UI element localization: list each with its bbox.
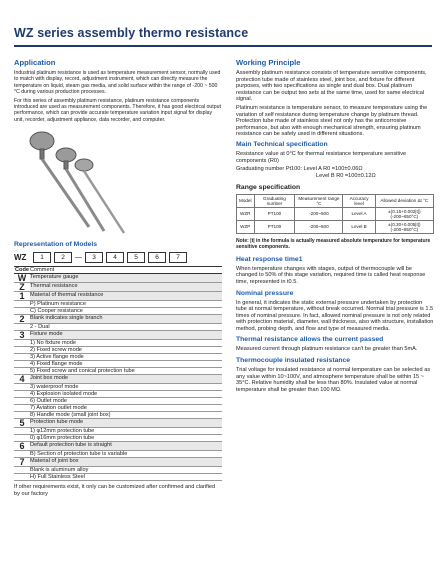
range-table-cell: WZR — [237, 207, 255, 220]
product-photo — [14, 127, 222, 237]
code-table-row — [14, 419, 222, 428]
range-table-header-cell: Model — [237, 194, 255, 207]
code-cell — [14, 354, 30, 360]
model-code-row — [14, 252, 222, 263]
code-table-row — [14, 412, 222, 419]
code-cell — [14, 428, 30, 434]
left-column — [14, 58, 222, 497]
range-table-row — [237, 220, 434, 233]
page-title: WZ series assembly thermo resistance — [14, 26, 249, 40]
comment-cell: 2 - Dual — [30, 324, 50, 331]
code-box-4: 4 — [106, 252, 124, 263]
code-table-row — [14, 384, 222, 391]
spec-paragraph: Resistance value at 0°C for thermal resistance temperature sensitive components (R0) — [236, 150, 407, 164]
comment-cell: 8) Handle mode (small joint box) — [30, 412, 111, 419]
customization-footnote: If other requirements exist, it only can be customized after confirmed and clarified by our factory — [14, 484, 216, 497]
range-table-row — [237, 207, 434, 220]
model-prefix: WZ — [14, 253, 27, 263]
joint-box-2 — [56, 148, 76, 162]
application-heading: Application — [14, 58, 56, 67]
response-paragraph: When temperature changes with stages, output of thermocouple will be changed to 50% of this stage variation, required time is called heat response time, represented in t0.5. — [236, 265, 426, 285]
comment-cell: P) Platinum resistance — [30, 301, 86, 308]
code-table-row — [14, 347, 222, 354]
code-cell — [14, 361, 30, 367]
range-table-header-cell: Allowed deviation Δt °C — [375, 194, 433, 207]
grad-level-b: Level B R0 =100±0.12Ω — [316, 172, 376, 179]
code-box-3: 3 — [85, 252, 103, 263]
comment-cell: 1) φ12mm protection tube — [30, 428, 95, 435]
insulated-heading: Thermocouple insulated resistance — [236, 357, 351, 365]
range-table-header-cell: Measurement range °C — [295, 194, 343, 207]
comment-cell: Fixture mode — [30, 331, 222, 339]
working-paragraph-2: Platinum resistance is temperature sensor, to measure temperature using the variation of self resistance during temperature change by platinum thread. Protection tube made of stainless steel not only has the anticorrosive performance, but also with enough mechanical strength, ensuring platinum resistance can be safely used in different situations. — [236, 104, 428, 138]
grad-level-a: Graduating number Pt100: Level A R0 =100±0.06Ω — [236, 166, 363, 173]
code-cell: 3 — [19, 330, 25, 341]
code-table-row — [14, 442, 222, 451]
comment-cell: Material of joint box — [30, 458, 222, 466]
response-heading: Heat response time1 — [236, 255, 303, 263]
comment-cell: 0) φ16mm protection tube — [30, 435, 95, 442]
spec-heading: Main Technical specification — [236, 140, 328, 148]
range-table-header-cell: Graduating number — [254, 194, 295, 207]
comment-cell: 4) Explosion isolated mode — [30, 391, 98, 398]
range-table-header-cell: Accuracy level — [343, 194, 375, 207]
code-table-row — [14, 292, 222, 301]
code-cell — [14, 398, 30, 404]
comment-cell: Blank is aluminum alloy — [30, 467, 89, 474]
code-cell — [14, 405, 30, 411]
code-cell — [14, 347, 30, 353]
code-table-row — [14, 274, 222, 283]
comment-cell: 6) Outlet mode — [30, 398, 67, 405]
code-table-row — [14, 331, 222, 340]
code-table-row — [14, 340, 222, 347]
code-cell — [14, 391, 30, 397]
range-table-cell: -200~500 — [295, 207, 343, 220]
code-table-row — [14, 315, 222, 324]
comment-cell: C) Cooper resistance — [30, 308, 83, 315]
comment-cell: Temperature gauge — [30, 274, 222, 282]
thermo-resistance-illustration — [14, 127, 222, 237]
sensor-probe-1 — [30, 132, 89, 227]
comment-cell: 7) Aviation outlet mode — [30, 405, 87, 412]
code-cell — [14, 301, 30, 307]
range-table-cell: PT100 — [254, 220, 295, 233]
comment-cell: 5) Fixed screw and conical protection tube — [30, 368, 135, 375]
code-box-1: 1 — [33, 252, 51, 263]
code-box-7: 7 — [169, 252, 187, 263]
comment-cell: Default protection tube is straight — [30, 442, 222, 450]
insulated-paragraph: Trial voltage for insulated resistance at normal temperature can be selected as any value within 10~100V, and atmosphere temperature shall be within 15 ~ 35°C. Relative humidity shall be less than 80%. Insulated value at normal temperature shall be greater than 100 MΩ. — [236, 367, 431, 393]
joint-box-3 — [75, 159, 93, 171]
code-cell: 1 — [19, 291, 25, 302]
code-cell: Z — [19, 282, 25, 293]
comment-cell: Material of thermal resistance — [30, 292, 222, 300]
code-table-row — [14, 368, 222, 375]
code-header: Code — [15, 267, 29, 274]
current-paragraph: Measured current through platinum resistance can't be greater than 5mA. — [236, 346, 418, 353]
code-table-row — [14, 308, 222, 315]
comment-cell: 2) Fixed screw mode — [30, 347, 82, 354]
code-box-6: 6 — [148, 252, 166, 263]
range-table-cell: Level B — [343, 220, 375, 233]
code-table-row — [14, 435, 222, 442]
title-divider — [14, 45, 432, 47]
comment-cell: Protection tube mode — [30, 419, 222, 427]
code-table-row — [14, 361, 222, 368]
representation-heading: Representation of Models — [14, 241, 98, 249]
range-table-cell: ±(0.30+0.005|t|)(-200~850°C) — [375, 220, 433, 233]
code-table-row — [14, 391, 222, 398]
code-cell — [14, 474, 30, 480]
joint-box-1 — [30, 132, 54, 150]
range-table-cell: PT100 — [254, 207, 295, 220]
comment-cell: 1) No fixture mode — [30, 340, 77, 347]
comment-cell: 3) waterproof mode — [30, 384, 79, 391]
code-cell: 7 — [19, 457, 25, 468]
code-table-row — [14, 467, 222, 474]
range-heading: Range specification — [236, 183, 301, 191]
range-table-cell: WZP — [237, 220, 255, 233]
code-cell: 4 — [19, 374, 25, 385]
code-table-row — [14, 324, 222, 331]
working-heading: Working Principle — [236, 58, 301, 67]
comment-cell: Thermal resistance — [30, 283, 222, 291]
code-table-row — [14, 451, 222, 458]
code-box-2: 2 — [54, 252, 72, 263]
application-paragraph-2: For this series of assembly platinum resistance, platinum resistance components introduced are used as measurement components. Therefore, it has good electrical output performance, which can provide accurate temperature variation input signal for display unit, recorder, adjustment appliance, data recorder, and computer. — [14, 97, 221, 123]
comment-header: Comment — [30, 267, 55, 274]
comment-cell: Joint box mode — [30, 375, 222, 383]
code-cell: 2 — [19, 314, 25, 325]
working-paragraph-1: Assembly platinum resistance consists of temperature sensitive components, protection tube made of stainless steel, joint box, and fixture for different purposes, with two specifications as single and dual box. Dual platinum resistance can be output two sets at the same time, used for same electrical signal. — [236, 70, 427, 103]
code-cell: 6 — [19, 441, 25, 452]
code-cell — [14, 340, 30, 346]
comment-cell: 3) Active flange mode — [30, 354, 84, 361]
range-table-cell: Level A — [343, 207, 375, 220]
code-box-5: 5 — [127, 252, 145, 263]
comment-cell: H) Full Stainless Steel — [30, 474, 86, 481]
comment-cell: 4) Fixed flange mode — [30, 361, 83, 368]
code-cell — [14, 384, 30, 390]
code-table-row — [14, 405, 222, 412]
code-table-header — [14, 266, 222, 274]
code-table-row — [14, 354, 222, 361]
code-table-row — [14, 375, 222, 384]
pressure-heading: Nominal pressure — [236, 289, 294, 297]
range-table-cell: -200~500 — [295, 220, 343, 233]
code-cell: 5 — [19, 418, 25, 429]
code-cell — [14, 467, 30, 473]
comment-cell: B) Section of protection tube is variable — [30, 451, 128, 458]
right-column — [236, 58, 434, 395]
code-dash: — — [75, 254, 82, 262]
range-note: Note: |t| in the formula is actually measured absolute temperature for temperature sensitive components. — [236, 237, 431, 250]
code-table-row — [14, 398, 222, 405]
comment-cell: Blank indicates single branch — [30, 315, 222, 323]
range-table — [236, 194, 434, 234]
code-cell: W — [17, 273, 27, 284]
current-heading: Thermal resistance allows the current passed — [236, 336, 384, 344]
range-table-cell: ±(0.15+0.002|t|)(-200~650°C) — [375, 207, 433, 220]
code-table-row — [14, 428, 222, 435]
code-table-row — [14, 283, 222, 292]
code-table — [14, 266, 222, 481]
application-paragraph-1: Industrial platinum resistance is used as temperature measurement sensor, normally used to match with display, record, adjustment instrument, which can directly measure the temperature on liquid, steam gas media, and solid surface within the range of -200 ~ 500 °C during various production processes. — [14, 70, 221, 96]
code-table-row — [14, 458, 222, 467]
code-table-row — [14, 301, 222, 308]
code-table-row — [14, 474, 222, 481]
pressure-paragraph: In general, it indicates the static external pressure undertaken by protection tube at normal temperature, without break occurred. Normal trial pressure is 1.5 times of nominal pressure. In fact, allowed nominal pressure is not only related with protection material, diameter, wall thickness, also with structure, installation method, probing depth, and flow and type of measured media. — [236, 299, 434, 332]
